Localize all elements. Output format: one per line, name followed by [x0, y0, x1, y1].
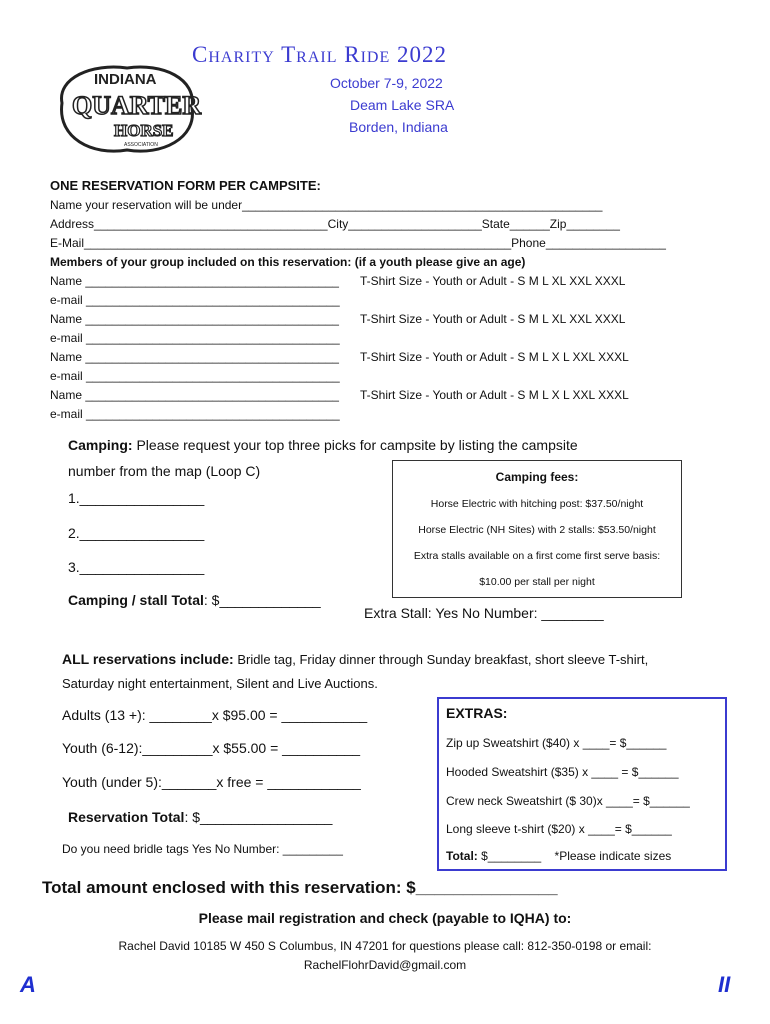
campsite-pick-1[interactable]: 1.________________ [68, 490, 205, 506]
camping-label: Camping: [68, 437, 133, 453]
mail-instructions: Please mail registration and check (payable to IQHA) to: [198, 910, 572, 926]
mailing-address: Rachel David 10185 W 450 S Columbus, IN 47201 for questions please call: 812-350-0198 or email: [118, 939, 652, 953]
reservation-name-field[interactable]: Name your reservation will be under______________________________________________________ [50, 198, 603, 212]
reservation-includes [62, 651, 648, 667]
extras-item[interactable]: Crew neck Sweatshirt ($ 30)x ____= $______ [446, 794, 690, 808]
member-email-field[interactable]: e-mail ______________________________________ [50, 369, 340, 383]
campsite-pick-3[interactable]: 3.________________ [68, 559, 205, 575]
total-enclosed-field[interactable]: Total amount enclosed with this reservation: $_______________ [42, 878, 558, 897]
campsite-pick-2[interactable]: 2.________________ [68, 525, 205, 541]
member-tshirt-size[interactable]: T-Shirt Size - Youth or Adult - S M L X L XXL XXXL [360, 388, 629, 402]
camping-fees-box [392, 460, 682, 598]
logo-text-indiana: INDIANA [94, 71, 157, 88]
extra-stall-field[interactable]: Extra Stall: Yes No Number: ________ [364, 605, 604, 621]
member-name-field[interactable]: Name ______________________________________ [50, 274, 339, 288]
email-phone-field[interactable]: E-Mail________________________________________________________________Phone__________________ [50, 236, 666, 250]
contact-email: RachelFlohrDavid@gmail.com [303, 958, 467, 972]
reservation-total-label: Reservation Total [68, 809, 185, 825]
camping-text: Please request your top three picks for campsite by listing the campsite [136, 437, 578, 453]
camping-instructions [68, 437, 578, 453]
member-tshirt-size[interactable]: T-Shirt Size - Youth or Adult - S M L XL XXL XXXL [360, 274, 626, 288]
logo-text-association: ASSOCIATION [124, 142, 158, 148]
reservation-includes-label: ALL reservations include: [62, 651, 234, 667]
extras-total-value: $________ [477, 849, 542, 863]
bridle-tags-field[interactable]: Do you need bridle tags Yes No Number: _________ [62, 842, 343, 856]
member-email-field[interactable]: e-mail ______________________________________ [50, 331, 340, 345]
reservation-total-value: : $_________________ [184, 809, 333, 825]
event-venue: Deam Lake SRA [350, 97, 455, 113]
camping-total-label: Camping / stall Total [68, 592, 204, 608]
extras-item[interactable]: Hooded Sweatshirt ($35) x ____ = $______ [446, 765, 679, 779]
logo-text-quarter: QUARTER [72, 91, 202, 120]
youth-field[interactable]: Youth (6-12):_________x $55.00 = __________ [62, 740, 361, 756]
logo-text-horse: HORSE [114, 121, 174, 140]
member-name-field[interactable]: Name ______________________________________ [50, 388, 339, 402]
extras-item[interactable]: Zip up Sweatshirt ($40) x ____= $______ [446, 736, 667, 750]
camping-total-field[interactable] [68, 592, 321, 608]
member-email-field[interactable]: e-mail ______________________________________ [50, 407, 340, 421]
member-name-field[interactable]: Name ______________________________________ [50, 312, 339, 326]
fee-item: Extra stalls available on a first come first serve basis: [413, 550, 661, 562]
extras-title: EXTRAS: [446, 705, 508, 721]
address-field[interactable]: Address___________________________________City____________________State______Zip________ [50, 217, 620, 231]
form-heading: ONE RESERVATION FORM PER CAMPSITE: [50, 178, 321, 193]
corner-mark-left: A [20, 972, 36, 997]
under5-field[interactable]: Youth (under 5):_______x free = ____________ [62, 774, 361, 790]
members-heading: Members of your group included on this reservation: (if a youth please give an age) [50, 255, 526, 269]
member-tshirt-size[interactable]: T-Shirt Size - Youth or Adult - S M L XL XXL XXXL [360, 312, 626, 326]
page-title: Charity Trail Ride 2022 [192, 42, 447, 67]
extras-box [437, 697, 727, 871]
adults-field[interactable]: Adults (13 +): ________x $95.00 = ___________ [62, 707, 368, 723]
extras-total-label: Total: [446, 849, 478, 863]
member-email-field[interactable]: e-mail ______________________________________ [50, 293, 340, 307]
reservation-includes-text: Bridle tag, Friday dinner through Sunday breakfast, short sleeve T-shirt, [237, 652, 649, 667]
camping-fees-title: Camping fees: [495, 470, 579, 484]
fee-item: Horse Electric (NH Sites) with 2 stalls: $53.50/night [418, 524, 656, 536]
extras-total-field[interactable] [446, 849, 671, 863]
fee-item: Horse Electric with hitching post: $37.50/night [430, 498, 644, 510]
fee-item: $10.00 per stall per night [479, 576, 595, 588]
reservation-total-field[interactable] [68, 809, 332, 825]
extras-item[interactable]: Long sleeve t-shirt ($20) x ____= $______ [446, 822, 672, 836]
corner-mark-right: II [718, 972, 731, 997]
member-name-field[interactable]: Name ______________________________________ [50, 350, 339, 364]
camping-total-value: : $_____________ [203, 592, 321, 608]
event-dates: October 7-9, 2022 [330, 75, 443, 91]
reservation-includes-text-2: Saturday night entertainment, Silent and Live Auctions. [62, 676, 378, 691]
extras-note: *Please indicate sizes [554, 849, 672, 863]
event-city: Borden, Indiana [349, 119, 448, 135]
member-tshirt-size[interactable]: T-Shirt Size - Youth or Adult - S M L X L XXL XXXL [360, 350, 629, 364]
camping-text-2: number from the map (Loop C) [68, 463, 261, 479]
iqha-logo [52, 58, 202, 158]
